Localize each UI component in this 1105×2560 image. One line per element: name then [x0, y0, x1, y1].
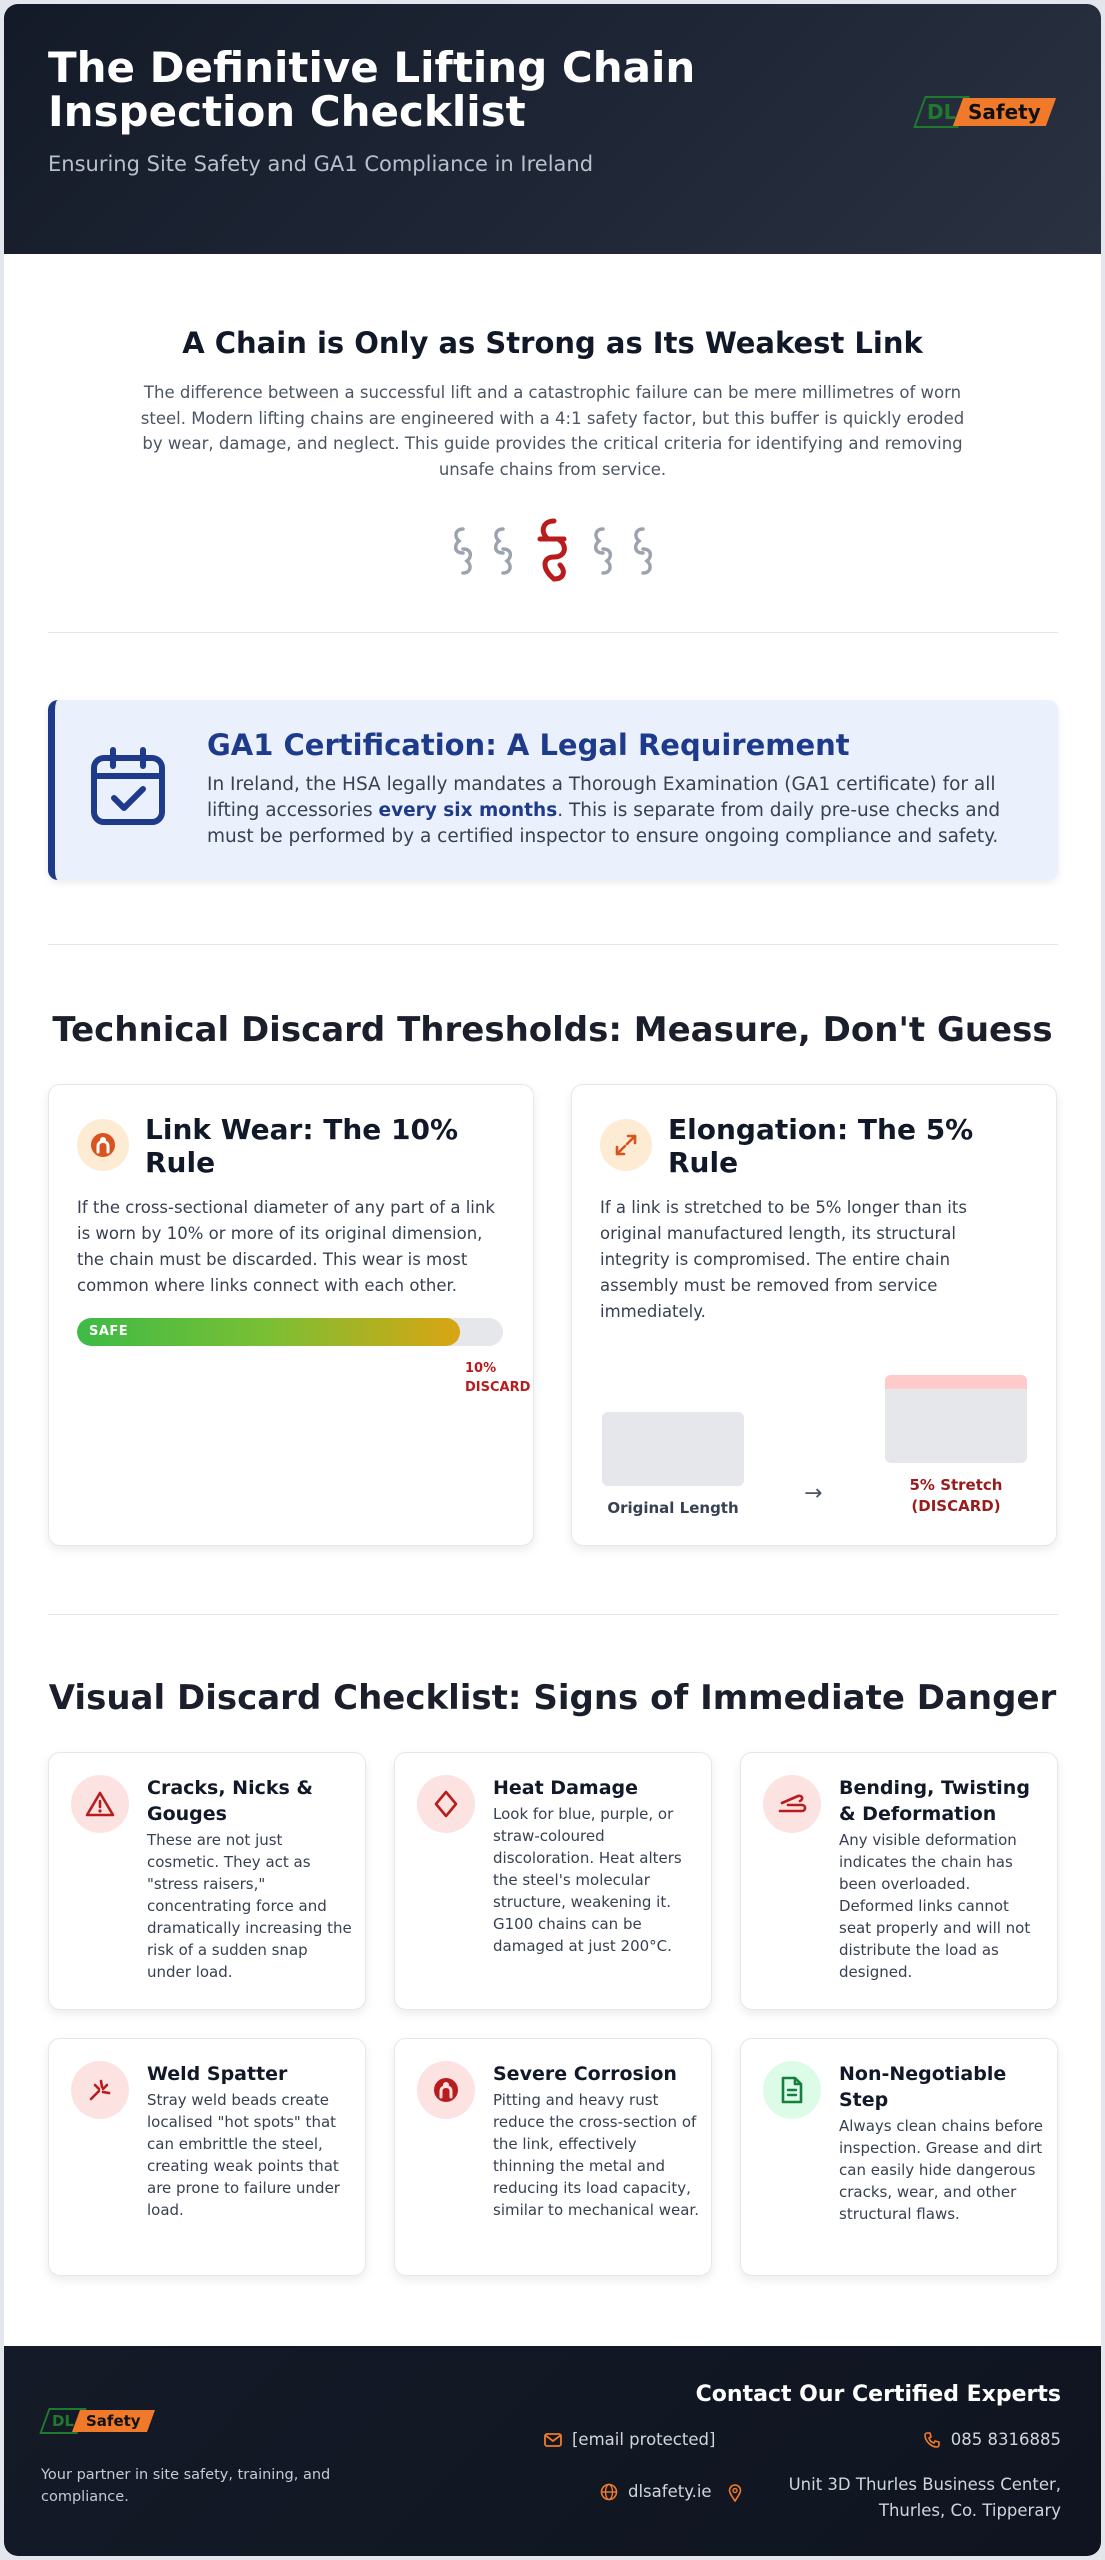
warning-triangle-icon	[85, 1790, 115, 1818]
chain-link-icon	[490, 525, 516, 577]
contact-email[interactable]	[544, 2430, 715, 2449]
elongation-body: If a link is stretched to be 5% longer than its original manufactured length, its structural integrity is compromised. The entire chain assembly must be removed from service immediately.	[600, 1198, 967, 1321]
card-title: Weld Spatter	[147, 2063, 288, 2085]
expand-arrows-icon	[612, 1131, 640, 1159]
logo-dl: DL	[39, 2408, 86, 2434]
chain-illustration	[4, 516, 1101, 586]
elongation-card	[571, 1084, 1057, 1546]
corrosion-icon	[431, 2075, 461, 2105]
contact-website[interactable]	[600, 2482, 712, 2501]
card-title: Cracks, Nicks & Gouges	[147, 1777, 313, 1825]
checklist-card-weld	[48, 2038, 366, 2276]
wear-progress-bar	[77, 1318, 503, 1346]
original-length-label: Original Length	[607, 1499, 739, 1517]
checklist-card-heat	[394, 1752, 712, 2010]
website-text: dlsafety.ie	[628, 2482, 712, 2501]
chain-link-icon	[450, 525, 476, 577]
flame-icon	[432, 1789, 460, 1819]
worn-link-icon	[88, 1130, 118, 1160]
visual-title: Visual Discard Checklist: Signs of Immediate Danger	[48, 1678, 1057, 1718]
intro-section	[4, 254, 1101, 586]
card-body: Always clean chains before inspection. Grease and dirt can easily hide dangerous cracks, wear, and other structural flaws.	[839, 2117, 1043, 2223]
elongation-icon-badge	[600, 1119, 652, 1171]
stretched-length-box	[885, 1375, 1027, 1463]
discard-threshold-label: 10% DISCARD	[465, 1361, 531, 1395]
thresholds-title: Technical Discard Thresholds: Measure, Don't Guess	[52, 1010, 1053, 1050]
footer-tagline: Your partner in site safety, training, and compliance.	[41, 2467, 331, 2505]
ga1-body: In Ireland, the HSA legally mandates a Thorough Examination (GA1 certificate) for all lifting accessories every six months. This is separate from daily pre-use checks and must be performed by a certified inspector to ensure ongoing compliance and safety.	[207, 774, 1001, 847]
chain-link-icon	[590, 525, 616, 577]
page	[4, 4, 1101, 2556]
ga1-title: GA1 Certification: A Legal Requirement	[207, 728, 850, 762]
checklist-card-cleaning	[740, 2038, 1058, 2276]
stretch-excess	[885, 1375, 1027, 1389]
divider	[48, 944, 1058, 945]
contact-address: Unit 3D Thurles Business Center, Thurles, Co. Tipperary	[788, 2475, 1061, 2520]
footer	[4, 2346, 1101, 2556]
link-wear-card	[48, 1084, 534, 1546]
chain-link-icon	[630, 525, 656, 577]
original-length-box	[602, 1412, 744, 1486]
contact-title: Contact Our Certified Experts	[695, 2382, 1061, 2407]
logo-safety: Safety	[953, 98, 1056, 126]
logo	[919, 96, 1051, 128]
link-wear-title: Link Wear: The 10% Rule	[145, 1113, 459, 1179]
footer-logo	[44, 2408, 151, 2434]
arrow-right-icon: →	[804, 1481, 823, 1506]
warning-icon-badge	[71, 1775, 129, 1833]
weld-icon-badge	[71, 2061, 129, 2119]
spark-icon	[85, 2075, 115, 2105]
logo-dl: DL	[913, 96, 970, 128]
header	[4, 4, 1101, 254]
card-title: Non-Negotiable Step	[839, 2063, 1007, 2111]
card-title: Severe Corrosion	[493, 2063, 677, 2085]
globe-icon	[600, 2483, 618, 2501]
corrosion-icon-badge	[417, 2061, 475, 2119]
contact-phone[interactable]	[923, 2430, 1061, 2449]
divider	[48, 1614, 1058, 1615]
broken-chain-link-icon	[530, 517, 576, 585]
email-text: [email protected]	[572, 2430, 716, 2449]
link-wear-body: If the cross-sectional diameter of any part of a link is worn by 10% or more of its original dimension, the chain must be discarded. This wear is most common where links connect with each other.	[77, 1198, 495, 1295]
mail-icon	[544, 2433, 562, 2447]
intro-title: A Chain is Only as Strong as Its Weakest Link	[182, 326, 923, 360]
calendar-check-icon	[89, 746, 167, 828]
checklist-card-bending	[740, 1752, 1058, 2010]
checklist-card-cracks	[48, 1752, 366, 2010]
stretch-discard-label: 5% Stretch (DISCARD)	[909, 1476, 1003, 1515]
map-pin-icon	[728, 2484, 742, 2502]
card-title: Heat Damage	[493, 1777, 639, 1799]
checklist-card-corrosion	[394, 2038, 712, 2276]
safe-label: SAFE	[89, 1324, 129, 1339]
bent-link-icon	[776, 1791, 808, 1817]
phone-icon	[923, 2431, 941, 2449]
card-body: Stray weld beads create localised "hot spots" that can embrittle the steel, creating weak points that are prone to failure under load.	[147, 2091, 340, 2219]
card-body: Pitting and heavy rust reduce the cross-section of the link, effectively thinning the metal and reducing its load capacity, similar to mechanical wear.	[493, 2091, 699, 2219]
document-icon-badge	[763, 2061, 821, 2119]
bending-icon-badge	[763, 1775, 821, 1833]
logo-safety: Safety	[72, 2410, 155, 2432]
document-icon	[779, 2075, 805, 2105]
page-subtitle: Ensuring Site Safety and GA1 Compliance in Ireland	[48, 152, 594, 176]
card-body: Look for blue, purple, or straw-coloured discoloration. Heat alters the steel's molecular structure, weakening it. G100 chains can be damaged at just 200°C.	[493, 1805, 682, 1955]
elongation-title: Elongation: The 5% Rule	[668, 1113, 974, 1179]
link-wear-icon-badge	[77, 1119, 129, 1171]
ga1-highlight: every six months	[378, 800, 558, 821]
divider	[48, 632, 1058, 633]
intro-body: The difference between a successful lift and a catastrophic failure can be mere millimetres of worn steel. Modern lifting chains are engineered with a 4:1 safety factor, but this buffer is quickly eroded by wear, damage, and neglect. This guide provides the critical criteria for identifying and removing unsafe chains from service.	[140, 383, 965, 479]
wear-progress-fill	[77, 1318, 460, 1346]
card-title: Bending, Twisting & Deformation	[839, 1777, 1030, 1825]
card-body: These are not just cosmetic. They act as "stress raisers," concentrating force and dramatically increasing the risk of a sudden snap under load.	[147, 1831, 352, 1981]
heat-icon-badge	[417, 1775, 475, 1833]
ga1-callout	[48, 700, 1058, 880]
phone-text: 085 8316885	[950, 2430, 1061, 2449]
page-title: The Definitive Lifting Chain Inspection Checklist	[48, 43, 696, 136]
card-body: Any visible deformation indicates the chain has been overloaded. Deformed links cannot seat properly and will not distribute the load as designed.	[839, 1831, 1031, 1981]
